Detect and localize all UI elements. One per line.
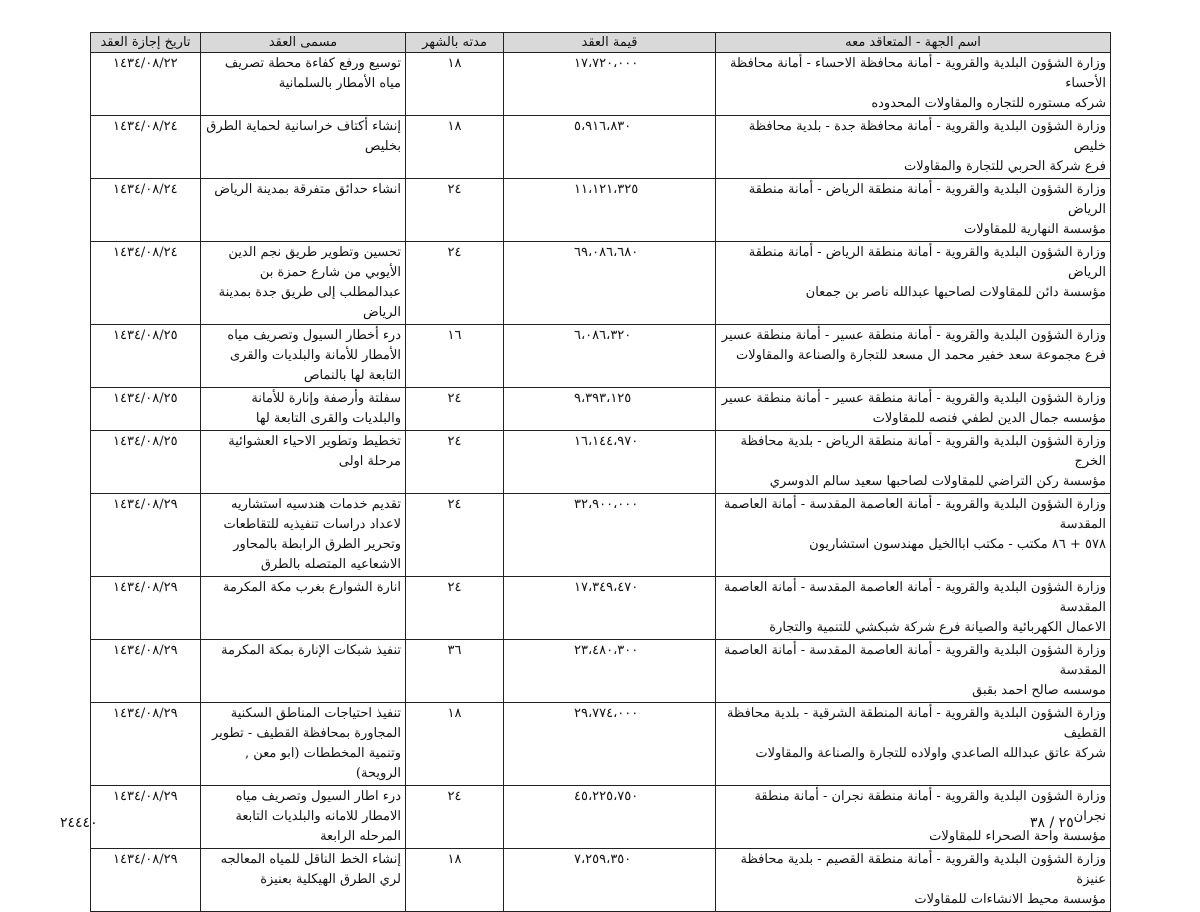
contractor-line: فرع مجموعة سعد خفير محمد ال مسعد للتجارة والصناعة والمقاولات [736, 348, 1106, 363]
cell-contract-name: تحسين وتطوير طريق نجم الدين الأيوبي من شارع حمزة بن عبدالمطلب إلى طريق جدة بمدينة الرياض [201, 242, 406, 325]
cell-approval-date: ١٤٣٤/٠٨/٢٩ [91, 577, 201, 640]
page-number: ٢٥ / ٣٨ [1030, 815, 1074, 831]
cell-contract-name: تنفيذ احتياجات المناطق السكنية المجاورة بمحافظة القطيف - تطوير وتنمية المخططات (ابو معن , الرويحة) [201, 703, 406, 786]
header-approval-date: تاريخ إجازة العقد [91, 33, 201, 53]
party-line: وزارة الشؤون البلدية والقروية - أمانة منطقة نجران - أمانة منطقة نجران [754, 789, 1106, 824]
cell-party [716, 849, 1111, 912]
header-duration: مدته بالشهر [406, 33, 504, 53]
cell-approval-date: ١٤٣٤/٠٨/٢٥ [91, 325, 201, 388]
cell-approval-date: ١٤٣٤/٠٨/٢٥ [91, 431, 201, 494]
cell-party [716, 431, 1111, 494]
cell-contract-name: درء اطار السيول وتصريف مياه الامطار للامانه والبلديات التابعة المرحله الرابعة [201, 786, 406, 849]
cell-contract-name: درء أخطار السيول وتصريف مياه الأمطار للأمانة والبلديات والقرى التابعة لها بالنماص [201, 325, 406, 388]
cell-duration: ٢٤ [406, 494, 504, 577]
cell-party [716, 640, 1111, 703]
document-number: ٢٤٤٤٠ [60, 815, 98, 831]
table-row [91, 849, 1111, 912]
cell-approval-date: ١٤٣٤/٠٨/٢٩ [91, 786, 201, 849]
party-line: وزارة الشؤون البلدية والقروية - أمانة محافظة الاحساء - أمانة محافظة الأحساء [729, 56, 1106, 91]
cell-value: ٥،٩١٦،٨٣٠ [504, 116, 716, 179]
party-line: وزارة الشؤون البلدية والقروية - أمانة منطقة الرياض - أمانة منطقة الرياض [748, 182, 1106, 217]
contractor-line: مؤسسة ركن التراضي للمقاولات لصاحبها سعيد سالم الدوسري [769, 474, 1106, 489]
cell-value: ١٧،٣٤٩،٤٧٠ [504, 577, 716, 640]
cell-duration: ٣٦ [406, 640, 504, 703]
cell-party [716, 494, 1111, 577]
cell-value: ٩،٣٩٣،١٢٥ [504, 388, 716, 431]
table-row [91, 388, 1111, 431]
cell-duration: ١٨ [406, 703, 504, 786]
cell-party [716, 53, 1111, 116]
cell-approval-date: ١٤٣٤/٠٨/٢٤ [91, 179, 201, 242]
contractor-line: شركة عاتق عبدالله الصاعدي واولاده للتجارة والصناعة والمقاولات [755, 746, 1106, 761]
cell-contract-name: انارة الشوارع بغرب مكة المكرمة [201, 577, 406, 640]
cell-party [716, 242, 1111, 325]
cell-value: ٢٩،٧٧٤،٠٠٠ [504, 703, 716, 786]
contracts-table [90, 32, 1111, 912]
table-row [91, 116, 1111, 179]
cell-duration: ٢٤ [406, 577, 504, 640]
cell-duration: ٢٤ [406, 786, 504, 849]
cell-party [716, 577, 1111, 640]
cell-duration: ٢٤ [406, 431, 504, 494]
table-row [91, 786, 1111, 849]
cell-party [716, 116, 1111, 179]
table-row [91, 242, 1111, 325]
cell-contract-name: إنشاء الخط الناقل للمياه المعالجه لري الطرق الهيكلية بعنيزة [201, 849, 406, 912]
cell-approval-date: ١٤٣٤/٠٨/٢٩ [91, 703, 201, 786]
cell-party [716, 179, 1111, 242]
contractor-line: مؤسسة دائن للمقاولات لصاحبها عبدالله ناصر بن جمعان [805, 285, 1106, 300]
cell-approval-date: ١٤٣٤/٠٨/٢٢ [91, 53, 201, 116]
table-row [91, 325, 1111, 388]
cell-duration: ٢٤ [406, 179, 504, 242]
cell-contract-name: تنفيذ شبكات الإنارة بمكة المكرمة [201, 640, 406, 703]
party-line: وزارة الشؤون البلدية والقروية - أمانة منطقة عسير - أمانة منطقة عسير [721, 328, 1106, 343]
contractor-line: موسسه صالح احمد بقبق [972, 683, 1106, 698]
table-header-row [91, 33, 1111, 53]
party-line: وزارة الشؤون البلدية والقروية - أمانة منطقة الرياض - بلدية محافظة الخرج [740, 434, 1106, 469]
cell-contract-name: تقديم خدمات هندسيه استشاريه لاعداد دراسات تنفيذيه للتقاطعات وتحرير الطرق الرابطة بالمحاور الاشعاعيه المتصله بالطرق [201, 494, 406, 577]
table-row [91, 431, 1111, 494]
table-row [91, 640, 1111, 703]
cell-contract-name: تخطيط وتطوير الاحياء العشوائية مرحلة اولى [201, 431, 406, 494]
contractor-line: شركه مستوره للتجاره والمقاولات المحدوده [871, 96, 1106, 111]
cell-value: ٤٥،٢٢٥،٧٥٠ [504, 786, 716, 849]
cell-duration: ١٨ [406, 53, 504, 116]
contractor-line: ٥٧٨ + ٨٦ مكتب - مكتب اباالخيل مهندسون استشاريون [809, 537, 1106, 552]
cell-value: ٢٣،٤٨٠،٣٠٠ [504, 640, 716, 703]
table-row [91, 179, 1111, 242]
table-row [91, 703, 1111, 786]
cell-value: ١١،١٢١،٣٢٥ [504, 179, 716, 242]
table-row [91, 53, 1111, 116]
party-line: وزارة الشؤون البلدية والقروية - أمانة منطقة عسير - أمانة منطقة عسير [721, 391, 1106, 406]
cell-duration: ١٦ [406, 325, 504, 388]
cell-contract-name: إنشاء أكتاف خراسانية لحماية الطرق بخليص [201, 116, 406, 179]
table-row [91, 494, 1111, 577]
party-line: وزارة الشؤون البلدية والقروية - أمانة العاصمة المقدسة - أمانة العاصمة المقدسة [723, 643, 1106, 678]
cell-party [716, 325, 1111, 388]
contractor-line: الاعمال الكهربائية والصيانة فرع شركة شبكشي للتنمية والتجارة [769, 620, 1106, 635]
cell-value: ٦،٠٨٦،٣٢٠ [504, 325, 716, 388]
cell-duration: ٢٤ [406, 388, 504, 431]
cell-party [716, 703, 1111, 786]
header-contract-name: مسمى العقد [201, 33, 406, 53]
table-row [91, 577, 1111, 640]
cell-approval-date: ١٤٣٤/٠٨/٢٤ [91, 242, 201, 325]
contractor-line: مؤسسه جمال الدين لطفي فنصه للمقاولات [872, 411, 1106, 426]
cell-contract-name: انشاء حدائق متفرقة بمدينة الرياض [201, 179, 406, 242]
cell-contract-name: توسيع ورفع كفاءة محطة تصريف مياه الأمطار بالسلمانية [201, 53, 406, 116]
cell-value: ٧،٢٥٩،٣٥٠ [504, 849, 716, 912]
party-line: وزارة الشؤون البلدية والقروية - أمانة منطقة الرياض - أمانة منطقة الرياض [748, 245, 1106, 280]
cell-contract-name: سفلتة وأرصفة وإنارة للأمانة والبلديات والقرى التابعة لها [201, 388, 406, 431]
party-line: وزارة الشؤون البلدية والقروية - أمانة العاصمة المقدسة - أمانة العاصمة المقدسة [723, 580, 1106, 615]
cell-duration: ١٨ [406, 116, 504, 179]
party-line: وزارة الشؤون البلدية والقروية - أمانة منطقة القصيم - بلدية محافظة عنيزة [740, 852, 1106, 887]
cell-value: ١٧،٧٢٠،٠٠٠ [504, 53, 716, 116]
party-line: وزارة الشؤون البلدية والقروية - أمانة العاصمة المقدسة - أمانة العاصمة المقدسة [723, 497, 1106, 532]
cell-value: ١٦،١٤٤،٩٧٠ [504, 431, 716, 494]
contractor-line: مؤسسة واحة الصحراء للمقاولات [929, 829, 1106, 844]
cell-approval-date: ١٤٣٤/٠٨/٢٩ [91, 849, 201, 912]
contractor-line: فرع شركة الحربي للتجارة والمقاولات [904, 159, 1106, 174]
party-line: وزارة الشؤون البلدية والقروية - أمانة المنطقة الشرقية - بلدية محافظة القطيف [726, 706, 1106, 741]
contractor-line: مؤسسة محيط الانشاءات للمقاولات [914, 892, 1106, 907]
header-value: قيمة العقد [504, 33, 716, 53]
cell-value: ٣٢،٩٠٠،٠٠٠ [504, 494, 716, 577]
header-party: اسم الجهة - المتعاقد معه [716, 33, 1111, 53]
cell-approval-date: ١٤٣٤/٠٨/٢٩ [91, 640, 201, 703]
party-line: وزارة الشؤون البلدية والقروية - أمانة محافظة جدة - بلدية محافظة خليص [748, 119, 1106, 154]
cell-approval-date: ١٤٣٤/٠٨/٢٥ [91, 388, 201, 431]
cell-value: ٦٩،٠٨٦،٦٨٠ [504, 242, 716, 325]
cell-duration: ٢٤ [406, 242, 504, 325]
cell-party [716, 388, 1111, 431]
contractor-line: مؤسسة النهارية للمقاولات [964, 222, 1106, 237]
cell-approval-date: ١٤٣٤/٠٨/٢٩ [91, 494, 201, 577]
cell-approval-date: ١٤٣٤/٠٨/٢٤ [91, 116, 201, 179]
cell-duration: ١٨ [406, 849, 504, 912]
